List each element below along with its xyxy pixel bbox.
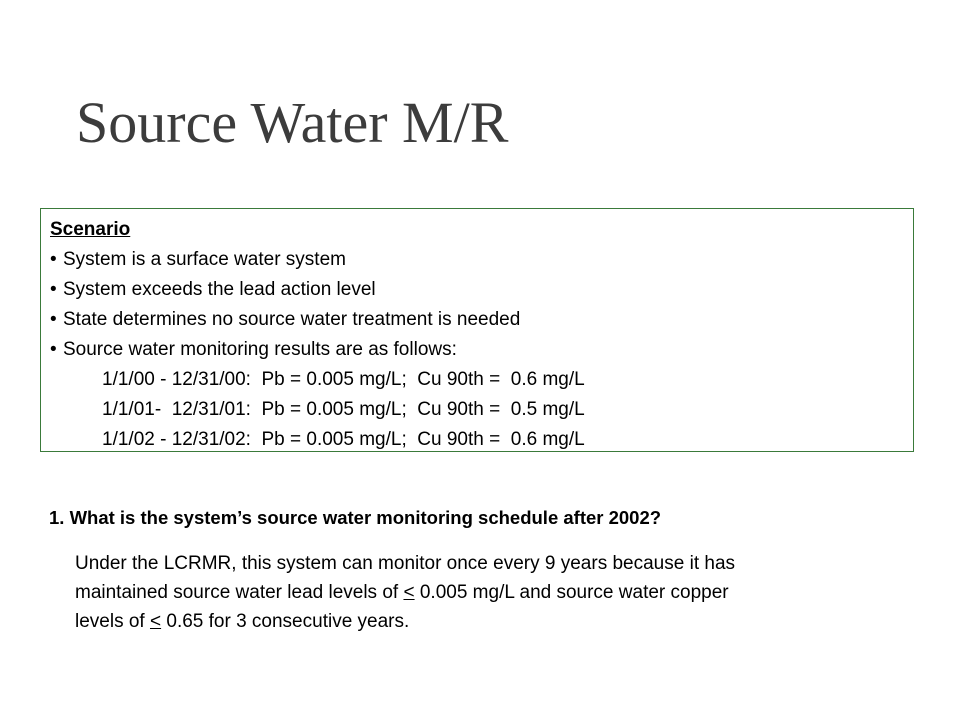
answer-text: 0.65 for 3 consecutive years.: [161, 611, 410, 632]
scenario-bullet: [50, 245, 913, 275]
answer-line: Under the LCRMR, this system can monitor once every 9 years because it has: [75, 553, 736, 574]
answer-text: maintained source water lead levels of: [75, 582, 404, 603]
answer-paragraph: [75, 549, 935, 636]
monitoring-result-row: 1/1/01- 12/31/01: Pb = 0.005 mg/L; Cu 90th = 0.5 mg/L: [102, 399, 585, 420]
bullet-icon: •: [50, 339, 57, 360]
scenario-bullet-text: System exceeds the lead action level: [63, 279, 376, 300]
scenario-heading: Scenario: [50, 219, 131, 240]
less-than-or-equal-symbol: <: [149, 611, 162, 632]
monitoring-result-row: 1/1/02 - 12/31/02: Pb = 0.005 mg/L; Cu 90th = 0.6 mg/L: [102, 429, 585, 450]
scenario-box: [40, 208, 914, 452]
scenario-bullet-text: Source water monitoring results are as follows:: [63, 339, 457, 360]
scenario-bullet-text: State determines no source water treatment is needed: [63, 309, 521, 330]
bullet-icon: •: [50, 309, 57, 330]
less-than-or-equal-symbol: <: [403, 582, 415, 603]
answer-text: 0.005 mg/L and source water copper: [414, 582, 729, 603]
slide-title: Source Water M/R: [76, 90, 509, 155]
answer-line: [75, 607, 935, 636]
bullet-icon: •: [50, 279, 57, 300]
scenario-bullet: [50, 335, 913, 365]
monitoring-results-list: [50, 365, 913, 455]
scenario-bullet-text: System is a surface water system: [63, 249, 346, 270]
scenario-bullet-list: [50, 245, 913, 365]
scenario-bullet: [50, 275, 913, 305]
answer-text: levels of: [75, 611, 150, 632]
question-text: 1. What is the system’s source water monitoring schedule after 2002?: [49, 507, 662, 528]
bullet-icon: •: [50, 249, 57, 270]
answer-line: [75, 578, 935, 607]
scenario-bullet: [50, 305, 913, 335]
monitoring-result-row: 1/1/00 - 12/31/00: Pb = 0.005 mg/L; Cu 90th = 0.6 mg/L: [102, 369, 585, 390]
